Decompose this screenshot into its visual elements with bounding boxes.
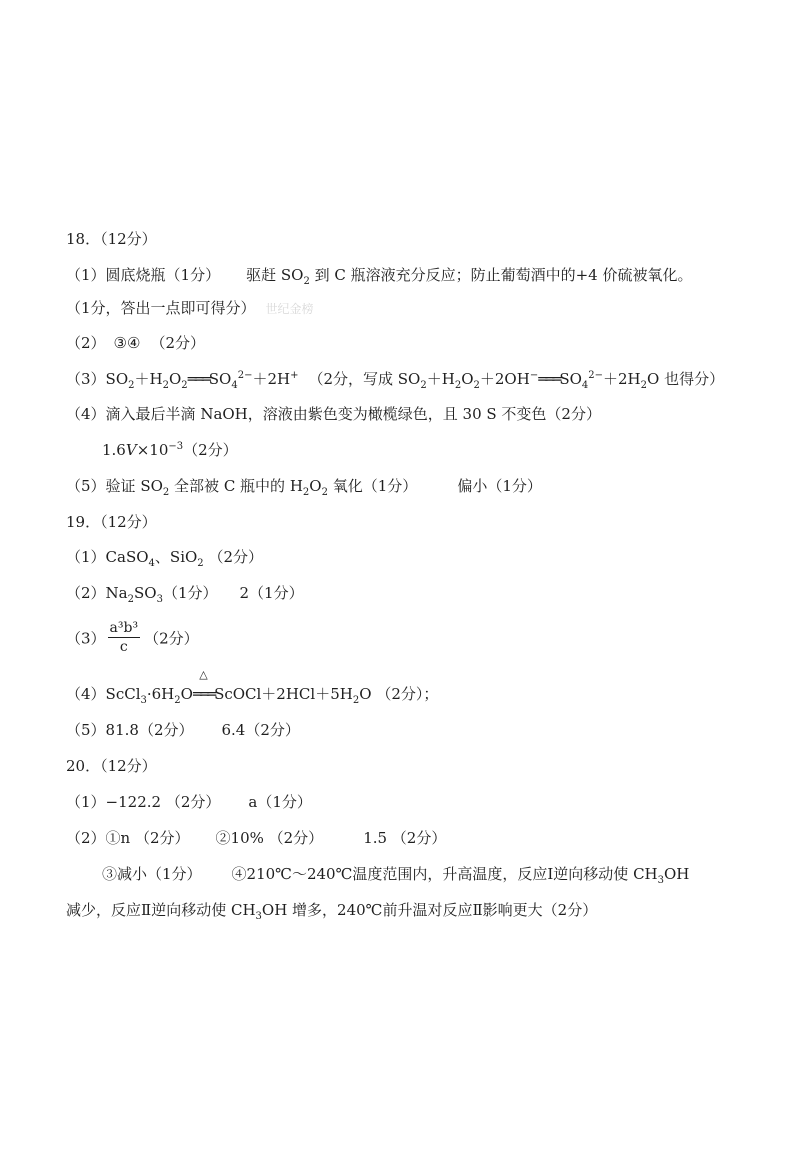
q20-header: 20．（12分） (66, 757, 157, 775)
q18-part5: （5）验证 $SO_2$ 全部被 C 瓶中的 $H_2O_2$ 氧化（1分） 偏小（1分） (66, 477, 542, 498)
q18-part4-expr: $1.6V\times 10^{-3}(2$分） (102, 441, 238, 459)
q19-part2: $(2)Na_2SO_3(1$分） 2（1分） (66, 584, 304, 605)
heat-condition: △ ═══ (192, 668, 215, 703)
watermark: 世纪金榜 (265, 302, 314, 316)
q18-part1: （1）圆底烧瓶（1分） 驱赶 $SO_2$ 到 C 瓶溶液充分反应；防止葡萄酒中的+4 价硫被氧化。 (66, 266, 693, 287)
q19-part1: （1）CaSO$_4$、SiO$_2$ （2分） (66, 548, 263, 569)
q18-part2: （2） ③④ （2分） (66, 334, 205, 352)
q18-part4: （4）滴入最后半滴 NaOH，溶液由紫色变为橄榄绿色，且 30 S 不变色（2分） (66, 405, 601, 423)
q20-part3-cont: 减少，反应Ⅱ逆向移动使 $CH_3OH$ 增多，240℃前升温对反应Ⅱ影响更大（2分） (66, 901, 598, 922)
q20-part3: ③减小（1分） ④210℃～240℃温度范围内，升高温度，反应Ⅰ逆向移动使 $CH_3OH$ (102, 865, 690, 886)
q19-part4: $(4)ScCl_3\cdot 6H_2O$ △ $═══ScOCl+2HCl+5H_2O$ （2分）； (66, 668, 439, 706)
q19-part5: （5）81.8（2分） 6.4（2分） (66, 721, 300, 739)
q18-part1-cont: （1分，答出一点即可得分） 世纪金榜 (66, 299, 314, 317)
q18-part3: $(3)SO_2+H_2O_2═══SO_4^{2-}+2H^+$ （2分，写成 $SO_2+H_2O_2+2OH^-═══SO_4^{2-}+2H_2O$ 也得分） (66, 370, 725, 391)
fraction: $\frac{\text{a³b³}}{c}$ (109, 620, 139, 655)
q20-part2: （2）①n （2分） ②10% （2分） 1.5 （2分） (66, 829, 447, 847)
q20-part1: （1）−122.2 （2分） a（1分） (66, 793, 312, 811)
q18-header: 18．（12分） (66, 230, 157, 248)
q19-part3: （3） $\frac{\text{a³b³}}{c}$ （2分） (66, 620, 199, 655)
q19-header: 19．（12分） (66, 513, 157, 531)
